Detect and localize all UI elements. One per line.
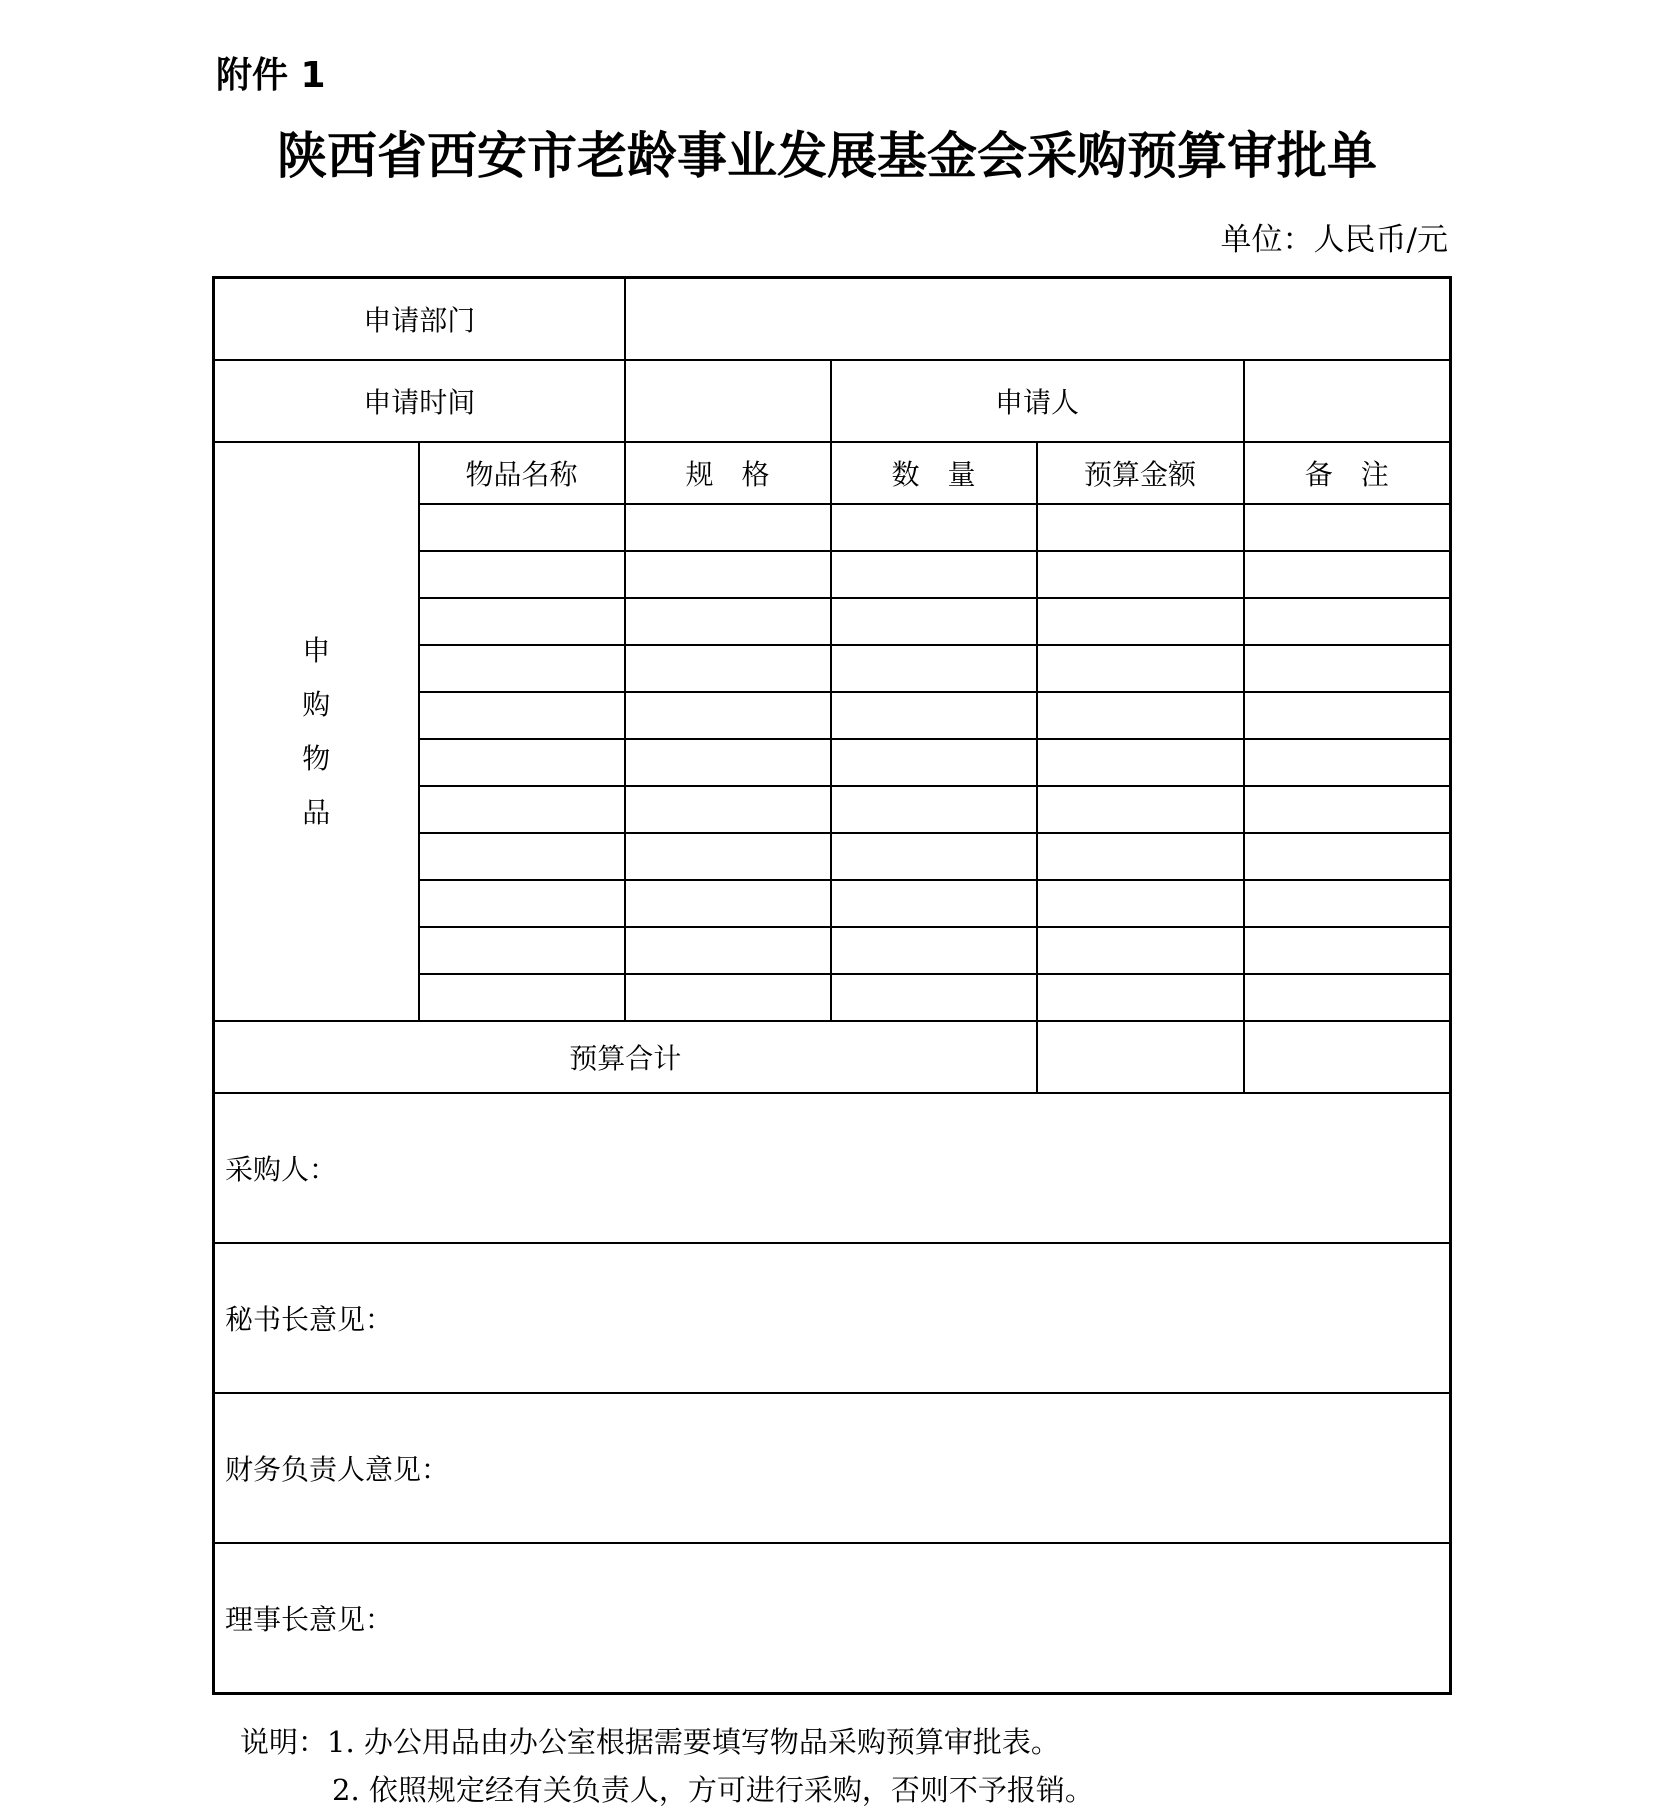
item-name-cell[interactable] <box>419 974 625 1021</box>
item-quantity-cell[interactable] <box>831 692 1037 739</box>
currency-unit: 单位：人民币/元 <box>1220 222 1448 258</box>
item-remarks-cell[interactable] <box>1244 786 1451 833</box>
time-field[interactable] <box>625 360 831 442</box>
purchaser-label: 采购人： <box>225 1153 338 1186</box>
item-amount-cell[interactable] <box>1037 504 1244 551</box>
item-spec-cell[interactable] <box>625 692 831 739</box>
item-quantity-cell[interactable] <box>831 739 1037 786</box>
items-side-cell <box>214 442 419 1021</box>
col-header-budget-amount: 预算金额 <box>1037 442 1244 504</box>
item-remarks-cell[interactable] <box>1244 598 1451 645</box>
item-amount-cell[interactable] <box>1037 598 1244 645</box>
col-header-spec: 规 格 <box>625 442 831 504</box>
total-remarks-field[interactable] <box>1244 1021 1451 1093</box>
item-remarks-cell[interactable] <box>1244 739 1451 786</box>
applicant-label: 申请人 <box>831 360 1244 442</box>
item-remarks-cell[interactable] <box>1244 927 1451 974</box>
item-amount-cell[interactable] <box>1037 880 1244 927</box>
item-remarks-cell[interactable] <box>1244 504 1451 551</box>
col-header-item-name: 物品名称 <box>419 442 625 504</box>
item-quantity-cell[interactable] <box>831 786 1037 833</box>
item-quantity-cell[interactable] <box>831 645 1037 692</box>
item-amount-cell[interactable] <box>1037 927 1244 974</box>
item-name-cell[interactable] <box>419 880 625 927</box>
finance-row <box>214 1393 1451 1543</box>
item-name-cell[interactable] <box>419 927 625 974</box>
item-remarks-cell[interactable] <box>1244 645 1451 692</box>
items-header-row <box>214 442 1451 504</box>
item-remarks-cell[interactable] <box>1244 551 1451 598</box>
item-quantity-cell[interactable] <box>831 833 1037 880</box>
total-label: 预算合计 <box>214 1021 1037 1093</box>
item-amount-cell[interactable] <box>1037 739 1244 786</box>
item-name-cell[interactable] <box>419 692 625 739</box>
purchaser-field[interactable] <box>214 1093 1451 1243</box>
item-quantity-cell[interactable] <box>831 551 1037 598</box>
dept-field[interactable] <box>625 278 1451 361</box>
page-title: 陕西省西安市老龄事业发展基金会采购预算审批单 <box>277 126 1377 185</box>
item-name-cell[interactable] <box>419 645 625 692</box>
chairman-row <box>214 1543 1451 1694</box>
item-amount-cell[interactable] <box>1037 645 1244 692</box>
item-spec-cell[interactable] <box>625 645 831 692</box>
dept-label: 申请部门 <box>214 278 625 361</box>
item-spec-cell[interactable] <box>625 927 831 974</box>
item-amount-cell[interactable] <box>1037 833 1244 880</box>
item-name-cell[interactable] <box>419 739 625 786</box>
item-remarks-cell[interactable] <box>1244 974 1451 1021</box>
item-spec-cell[interactable] <box>625 504 831 551</box>
note-line-1: 说明：1. 办公用品由办公室根据需要填写物品采购预算审批表。 <box>240 1725 1060 1759</box>
time-row <box>214 360 1451 442</box>
finance-opinion-label: 财务负责人意见： <box>225 1453 450 1486</box>
secretary-row <box>214 1243 1451 1393</box>
item-spec-cell[interactable] <box>625 974 831 1021</box>
notes <box>240 1718 1094 1814</box>
item-quantity-cell[interactable] <box>831 927 1037 974</box>
item-name-cell[interactable] <box>419 833 625 880</box>
item-spec-cell[interactable] <box>625 598 831 645</box>
approval-form-table <box>212 276 1452 1695</box>
applicant-field[interactable] <box>1244 360 1451 442</box>
item-name-cell[interactable] <box>419 504 625 551</box>
item-name-cell[interactable] <box>419 598 625 645</box>
item-spec-cell[interactable] <box>625 551 831 598</box>
item-quantity-cell[interactable] <box>831 598 1037 645</box>
secretary-opinion-field[interactable] <box>214 1243 1451 1393</box>
item-remarks-cell[interactable] <box>1244 692 1451 739</box>
item-amount-cell[interactable] <box>1037 551 1244 598</box>
item-quantity-cell[interactable] <box>831 974 1037 1021</box>
item-quantity-cell[interactable] <box>831 504 1037 551</box>
finance-opinion-field[interactable] <box>214 1393 1451 1543</box>
item-amount-cell[interactable] <box>1037 692 1244 739</box>
item-amount-cell[interactable] <box>1037 786 1244 833</box>
item-spec-cell[interactable] <box>625 739 831 786</box>
time-label: 申请时间 <box>214 360 625 442</box>
item-spec-cell[interactable] <box>625 786 831 833</box>
purchaser-row <box>214 1093 1451 1243</box>
item-spec-cell[interactable] <box>625 833 831 880</box>
item-remarks-cell[interactable] <box>1244 880 1451 927</box>
items-side-label: 申购物品 <box>302 633 331 829</box>
note-line-2: 2. 依照规定经有关负责人，方可进行采购，否则不予报销。 <box>332 1773 1094 1807</box>
total-row <box>214 1021 1451 1093</box>
dept-row <box>214 278 1451 361</box>
chairman-opinion-field[interactable] <box>214 1543 1451 1694</box>
item-quantity-cell[interactable] <box>831 880 1037 927</box>
item-name-cell[interactable] <box>419 551 625 598</box>
item-name-cell[interactable] <box>419 786 625 833</box>
col-header-quantity: 数 量 <box>831 442 1037 504</box>
chairman-opinion-label: 理事长意见： <box>225 1603 394 1636</box>
secretary-opinion-label: 秘书长意见： <box>225 1303 394 1336</box>
total-amount-field[interactable] <box>1037 1021 1244 1093</box>
item-amount-cell[interactable] <box>1037 974 1244 1021</box>
col-header-remarks: 备 注 <box>1244 442 1451 504</box>
item-remarks-cell[interactable] <box>1244 833 1451 880</box>
item-spec-cell[interactable] <box>625 880 831 927</box>
attachment-label: 附件 1 <box>216 55 326 96</box>
